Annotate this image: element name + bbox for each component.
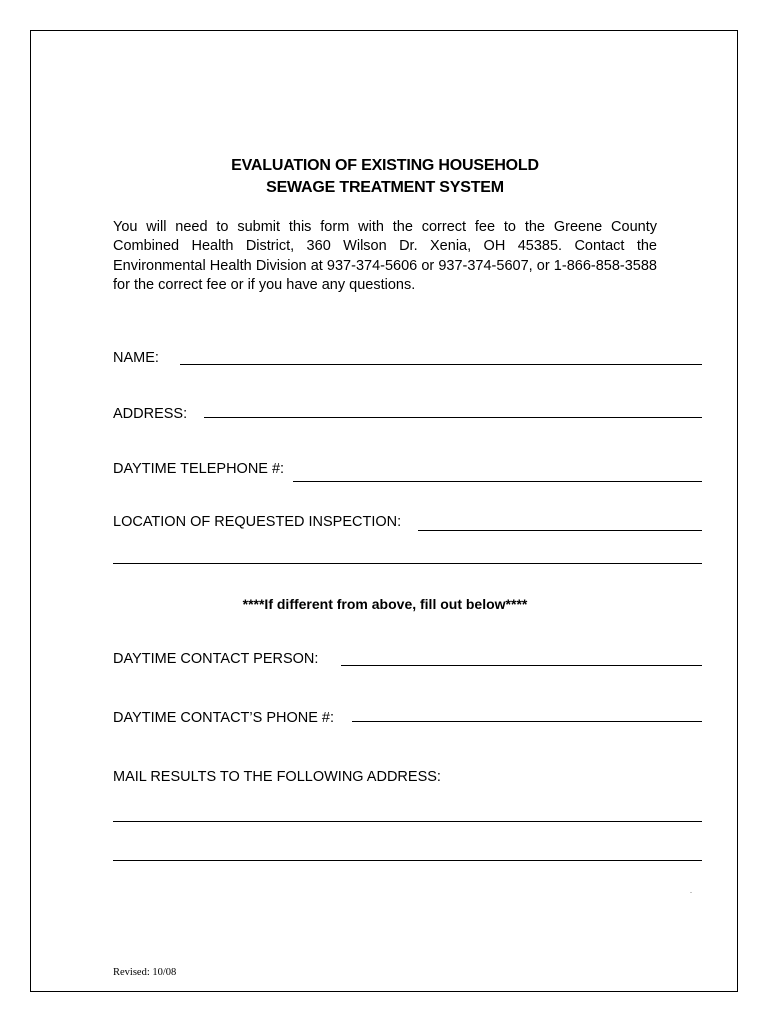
- mail-address-line-1[interactable]: [113, 821, 702, 822]
- telephone-label: DAYTIME TELEPHONE #:: [113, 461, 285, 477]
- name-field-line[interactable]: [180, 364, 702, 365]
- name-label: NAME:: [113, 350, 159, 366]
- contact-person-label: DAYTIME CONTACT PERSON:: [113, 651, 319, 667]
- form-title-line-2: SEWAGE TREATMENT SYSTEM: [266, 179, 504, 196]
- telephone-field-line[interactable]: [293, 481, 702, 482]
- address-label: ADDRESS:: [113, 406, 188, 422]
- different-address-note: ****If different from above, fill out below****: [242, 596, 528, 612]
- intro-paragraph: You will need to submit this form with the correct fee to the Greene County Combined Health District, 360 Wilson Dr. Xenia, OH 45385. Contact the Environmental Health Division at 937-374-5606 or 937-374-5607, or 1-866-858-3588 for the correct fee or if you have any questions.: [113, 219, 657, 294]
- contact-phone-field-line[interactable]: [352, 721, 702, 722]
- location-field-line-2[interactable]: [113, 563, 702, 564]
- mail-results-label: MAIL RESULTS TO THE FOLLOWING ADDRESS:: [113, 769, 441, 785]
- form-title-line-1: EVALUATION OF EXISTING HOUSEHOLD: [231, 157, 539, 174]
- revised-date: Revised: 10/08: [113, 967, 177, 978]
- location-label: LOCATION OF REQUESTED INSPECTION:: [113, 514, 402, 530]
- contact-person-field-line[interactable]: [341, 665, 702, 666]
- mail-address-line-2[interactable]: [113, 860, 702, 861]
- location-field-line[interactable]: [418, 530, 702, 531]
- stray-mark: .: [690, 886, 692, 895]
- contact-phone-label: DAYTIME CONTACT’S PHONE #:: [113, 710, 335, 726]
- address-field-line[interactable]: [204, 417, 702, 418]
